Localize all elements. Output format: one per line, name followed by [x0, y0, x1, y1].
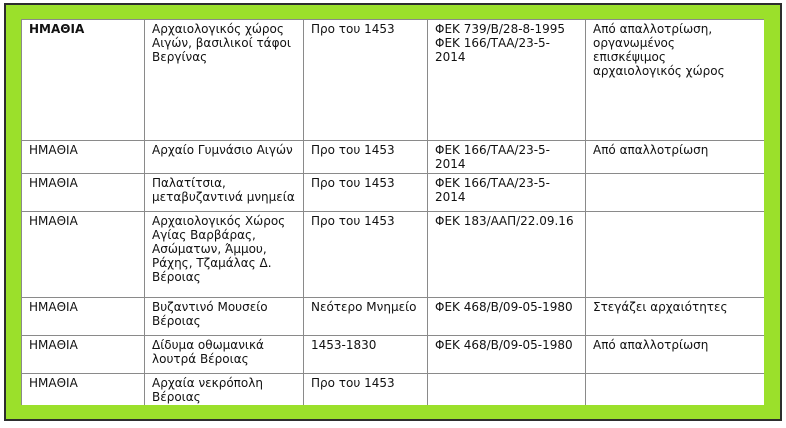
- fek-cell: ΦΕΚ 468/Β/09-05-1980: [428, 336, 586, 374]
- monuments-table: [21, 19, 764, 405]
- period-cell: Προ του 1453: [304, 141, 428, 174]
- monument-cell: Βυζαντινό Μουσείο Βέροιας: [145, 298, 304, 336]
- period-cell: Προ του 1453: [304, 374, 428, 406]
- prefecture-cell: ΗΜΑΘΙΑ: [22, 336, 145, 374]
- prefecture-cell: ΗΜΑΘΙΑ: [22, 20, 145, 141]
- fek-cell: ΦΕΚ 183/ΑΑΠ/22.09.16: [428, 212, 586, 298]
- notes-cell: Από απαλλοτρίωση, οργανωμένος επισκέψιμος αρχαιολογικός χώρος: [586, 20, 765, 141]
- table-row: [22, 141, 765, 174]
- notes-cell: Στεγάζει αρχαιότητες: [586, 298, 765, 336]
- table-row: [22, 20, 765, 141]
- prefecture-cell: ΗΜΑΘΙΑ: [22, 298, 145, 336]
- prefecture-cell: ΗΜΑΘΙΑ: [22, 374, 145, 406]
- notes-cell: Από απαλλοτρίωση: [586, 141, 765, 174]
- green-frame: [4, 3, 782, 421]
- period-cell: Προ του 1453: [304, 212, 428, 298]
- notes-cell: Από απαλλοτρίωση: [586, 336, 765, 374]
- period-cell: Νεότερο Μνημείο: [304, 298, 428, 336]
- document-page: [21, 19, 764, 405]
- fek-cell: [428, 374, 586, 406]
- table-row: [22, 374, 765, 406]
- notes-cell: [586, 174, 765, 212]
- monument-cell: Αρχαιολογικός Χώρος Αγίας Βαρβάρας, Ασώματων, Άμμου, Ράχης, Τζαμάλας Δ. Βέροιας: [145, 212, 304, 298]
- notes-cell: [586, 374, 765, 406]
- monument-cell: Αρχαιολογικός χώρος Αιγών, βασιλικοί τάφοι Βεργίνας: [145, 20, 304, 141]
- monument-cell: Παλατίτσια, μεταβυζαντινά μνημεία: [145, 174, 304, 212]
- period-cell: 1453-1830: [304, 336, 428, 374]
- fek-cell: ΦΕΚ 739/Β/28-8-1995 ΦΕΚ 166/ΤΑΑ/23-5-2014: [428, 20, 586, 141]
- monument-cell: Αρχαίο Γυμνάσιο Αιγών: [145, 141, 304, 174]
- prefecture-cell: ΗΜΑΘΙΑ: [22, 174, 145, 212]
- monument-cell: Δίδυμα οθωμανικά λουτρά Βέροιας: [145, 336, 304, 374]
- prefecture-cell: ΗΜΑΘΙΑ: [22, 141, 145, 174]
- fek-cell: ΦΕΚ 468/Β/09-05-1980: [428, 298, 586, 336]
- fek-cell: ΦΕΚ 166/ΤΑΑ/23-5-2014: [428, 141, 586, 174]
- monument-cell: Αρχαία νεκρόπολη Βέροιας: [145, 374, 304, 406]
- fek-cell: ΦΕΚ 166/ΤΑΑ/23-5-2014: [428, 174, 586, 212]
- notes-cell: [586, 212, 765, 298]
- period-cell: Προ του 1453: [304, 20, 428, 141]
- period-cell: Προ του 1453: [304, 174, 428, 212]
- prefecture-cell: ΗΜΑΘΙΑ: [22, 212, 145, 298]
- table-row: [22, 212, 765, 298]
- table-row: [22, 298, 765, 336]
- table-row: [22, 174, 765, 212]
- table-row: [22, 336, 765, 374]
